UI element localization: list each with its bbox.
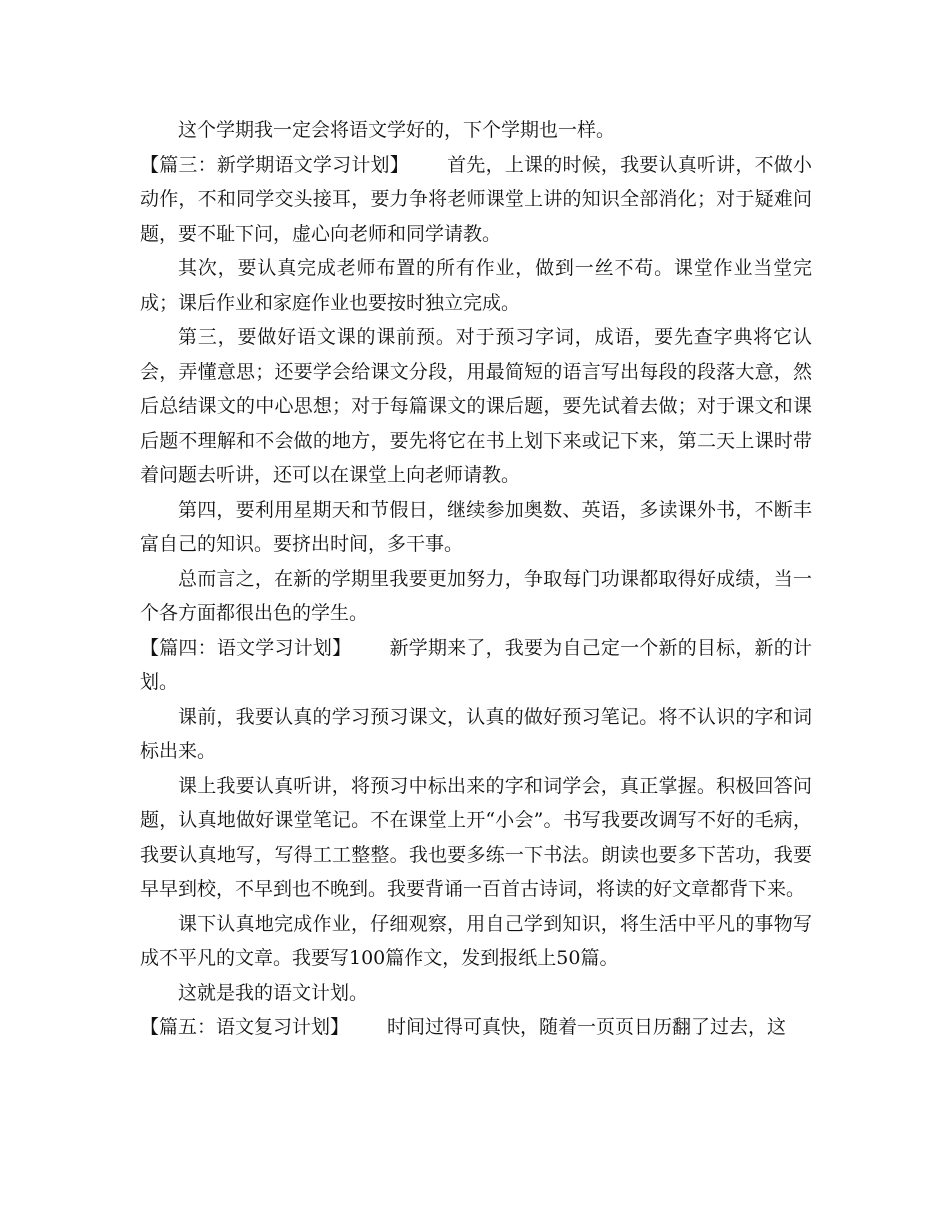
paragraph-text: 课上我要认真听讲，将预习中标出来的字和词学会，真正掌握。积极回答问题，认真地做好课堂笔记。不在课堂上开“小会”。书写我要改调写不好的毛病，我要认真地写，写得工工整整。我也要多练一下书法。朗读也要多下苦功，我要早早到校，不早到也不晚到。我要背诵一百首古诗词，将读的好文章都背下来。 — [140, 774, 812, 900]
paragraph — [140, 320, 812, 493]
paragraph — [140, 562, 812, 631]
section-heading: 【篇三：新学期语文学习计划】 — [140, 153, 409, 176]
paragraph — [140, 769, 812, 907]
paragraph-text: 课下认真地完成作业，仔细观察，用自己学到知识，将生活中平凡的事物写成不平凡的文章。我要写100篇作文，发到报纸上50篇。 — [140, 912, 812, 969]
paragraph-text: 时间过得可真快，随着一页页日历翻了过去，这 — [387, 1016, 787, 1038]
paragraph-text: 这就是我的语文计划。 — [178, 981, 369, 1004]
paragraph — [140, 631, 812, 700]
paragraph-text: 总而言之，在新的学期里我要更加努力，争取每门功课都取得好成绩，当一个各方面都很出色的学生。 — [140, 567, 812, 624]
paragraph-text: 这个学期我一定会将语文学好的，下个学期也一样。 — [178, 119, 616, 141]
section-heading: 【篇四：语文学习计划】 — [140, 636, 352, 659]
paragraph-text: 第四，要利用星期天和节假日，继续参加奥数、英语，多读课外书，不断丰富自己的知识。要挤出时间，多干事。 — [140, 498, 812, 555]
paragraph — [140, 493, 812, 562]
paragraph — [140, 148, 812, 252]
paragraph-text: 课前，我要认真的学习预习课文，认真的做好预习笔记。将不认识的字和词标出来。 — [140, 705, 812, 762]
paragraph — [140, 976, 812, 1011]
paragraph-text: 其次，要认真完成老师布置的所有作业，做到一丝不苟。课堂作业当堂完成；课后作业和家庭作业也要按时独立完成。 — [140, 257, 812, 314]
document-body — [140, 113, 812, 1045]
paragraph — [140, 700, 812, 769]
paragraph-text: 新学期来了，我要为自己定一个新的目标，新的计划。 — [140, 636, 812, 693]
paragraph — [140, 251, 812, 320]
section-heading: 【篇五：语文复习计划】 — [140, 1016, 350, 1038]
paragraph — [140, 907, 812, 976]
paragraph-text: 首先，上课的时候，我要认真听讲，不做小动作，不和同学交头接耳，要力争将老师课堂上讲的知识全部消化；对于疑难问题，要不耻下问，虚心向老师和同学请教。 — [140, 153, 812, 245]
paragraph-text: 第三，要做好语文课的课前预。对于预习字词，成语，要先查字典将它认会，弄懂意思；还要学会给课文分段，用最简短的语言写出每段的段落大意，然后总结课文的中心思想；对于每篇课文的课后题，要先试着去做；对于课文和课后题不理解和不会做的地方，要先将它在书上划下来或记下来，第二天上课时带着问题去听讲，还可以在课堂上向老师请教。 — [140, 326, 812, 486]
paragraph — [140, 113, 812, 148]
paragraph — [140, 1010, 812, 1045]
